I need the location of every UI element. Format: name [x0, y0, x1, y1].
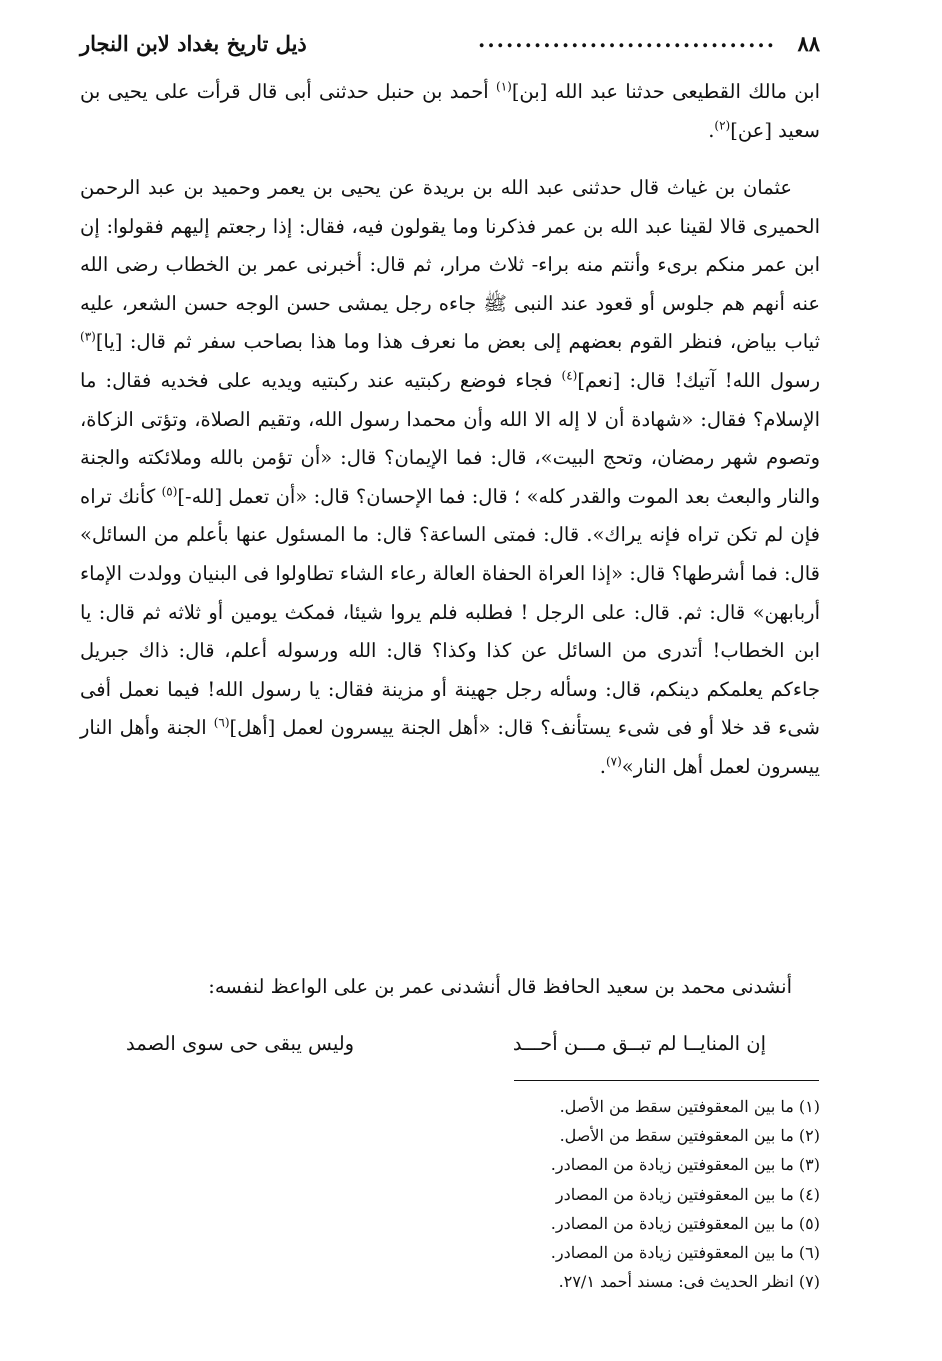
paragraph-2-text-c: فجاء فوضع ركبتيه عند ركبتيه ويديه على فخديه فقال: ما الإسلام؟ فقال: «شهادة أن لا إله الا الله وأن محمدا رسول الله، وتقيم الصلاة، وتؤتى الزكاة، وتصوم شهر رمضان، وتحج البيت»، قال: فما الإيمان؟ قال: «أن تؤمن بالله وملائكته والجنة والنار والبعث بعد الموت والقدر كله» ؛ قال: فما الإحسان؟ قال: «أن تعمل [لله-]	[80, 368, 820, 508]
header-leader-dots: ................................	[478, 27, 776, 52]
footnote-6: (٦) ما بين المعقوفتين زيادة من المصادر.	[550, 1243, 820, 1263]
paragraph-2	[80, 169, 820, 787]
footnote-ref-6[interactable]: (٦)	[213, 715, 230, 730]
paragraph-2-text-e: الجنة وأهل النار ييسرون لعمل أهل النار»	[80, 716, 820, 778]
running-header	[80, 28, 820, 60]
book-title: ذيل تاريخ بغداد لابن النجار	[80, 31, 307, 56]
footnote-separator	[514, 1080, 819, 1081]
paragraph-1-text-a: ابن مالك القطيعى حدثنا عبد الله [بن]	[511, 80, 820, 103]
footnote-7: (٧) انظر الحديث فى: مسند أحمد ٢٧/١.	[558, 1272, 820, 1292]
footnote-1: (١) ما بين المعقوفتين سقط من الأصل.	[559, 1097, 820, 1116]
footnotes	[460, 1092, 820, 1296]
paragraph-1	[80, 72, 820, 150]
paragraph-2-text-f: .	[599, 754, 606, 778]
footnote-3: (٣) ما بين المعقوفتين زيادة من المصادر.	[550, 1155, 820, 1175]
paragraph-2-text-a: عثمان بن غياث قال حدثنى عبد الله بن بريدة عن يحيى بن يعمر وحميد بن عبد الرحمن الحميرى قالا لقينا عبد الله بن عمر فذكرنا وما يقولون فيه، فقال: إذا رجعتم إليهم فقولوا: إن ابن عمر منكم برىء وأنتم منه براء- ثلاث مرار، ثم قال: أخبرنى عمر بن الخطاب رضى الله عنه أنهم هم جلوس أو قعود عند النبى ﷺ جاءه رجل يمشى حسن الوجه حسن الشعر، عليه ثياب بياض، فنظر القوم بعضهم إلى بعض ما نعرف هذا وما هذا بصاحب سفر ثم قال: [يا]	[80, 176, 820, 354]
page-number: ٨٨	[797, 31, 820, 56]
paragraph-1-text-b: أحمد بن حنبل حدثنى أبى قال قرأت على يحيى بن سعيد [عن]	[80, 80, 820, 142]
footnote-ref-7[interactable]: (٧)	[605, 754, 622, 769]
footnote-4: (٤) ما بين المعقوفتين زيادة من المصادر	[555, 1184, 820, 1204]
footnote-ref-1[interactable]: (١)	[496, 79, 512, 94]
footnote-2: (٢) ما بين المعقوفتين سقط من الأصل.	[559, 1126, 820, 1146]
verse-second-hemistich: وليس يبقى حى سوى الصمد	[126, 1032, 355, 1055]
verse-first-hemistich: إن المنايــا لم تبــق مـــن أحـــد	[512, 1032, 766, 1055]
paragraph-2-text-d: كأنك تراه فإن لم تكن تراه فإنه يراك». قال: فمتى الساعة؟ قال: ما المسئول عنها بأعلم من السائل» قال: فما أشرطها؟ قال: «إذا العراة الحفاة العالة رعاء الشاء تطاولوا فى البنيان وولدت الإماء أربابهن» قال: ثم. قال: على الرجل ! فطلبه فلم يروا شيئا، فمكث يومين أو ثلاثه ثم قال: يا ابن الخطاب! أتدرى من السائل عن كذا وكذا؟ قال: الله ورسوله أعلم، قال: ذاك جبريل جاءكم يعلمكم دينكم، قال: وسأله رجل جهينة أو مزينة فقال: يا رسول الله! فيما نعمل أفى شىء قد خلا أو فى شىء يستأنف؟ قال: «أهل الجنة ييسرون لعمل [أهل]	[80, 484, 820, 740]
paragraph-2-text-b: رسول الله! آتيك! قال: [نعم]	[577, 368, 820, 392]
footnote-ref-5[interactable]: (٥)	[161, 484, 178, 499]
paragraph-1-text-c: .	[708, 119, 715, 142]
footnote-5: (٥) ما بين المعقوفتين زيادة من المصادر.	[550, 1213, 820, 1233]
footnote-ref-3[interactable]: (٣)	[80, 329, 96, 344]
paragraph-3: أنشدنى محمد بن سعيد الحافظ قال أنشدنى عمر بن على الواعظ لنفسه:	[208, 975, 792, 998]
footnote-ref-2[interactable]: (٢)	[714, 118, 731, 133]
poetry-verse	[126, 1024, 766, 1064]
footnote-ref-4[interactable]: (٤)	[561, 368, 578, 383]
